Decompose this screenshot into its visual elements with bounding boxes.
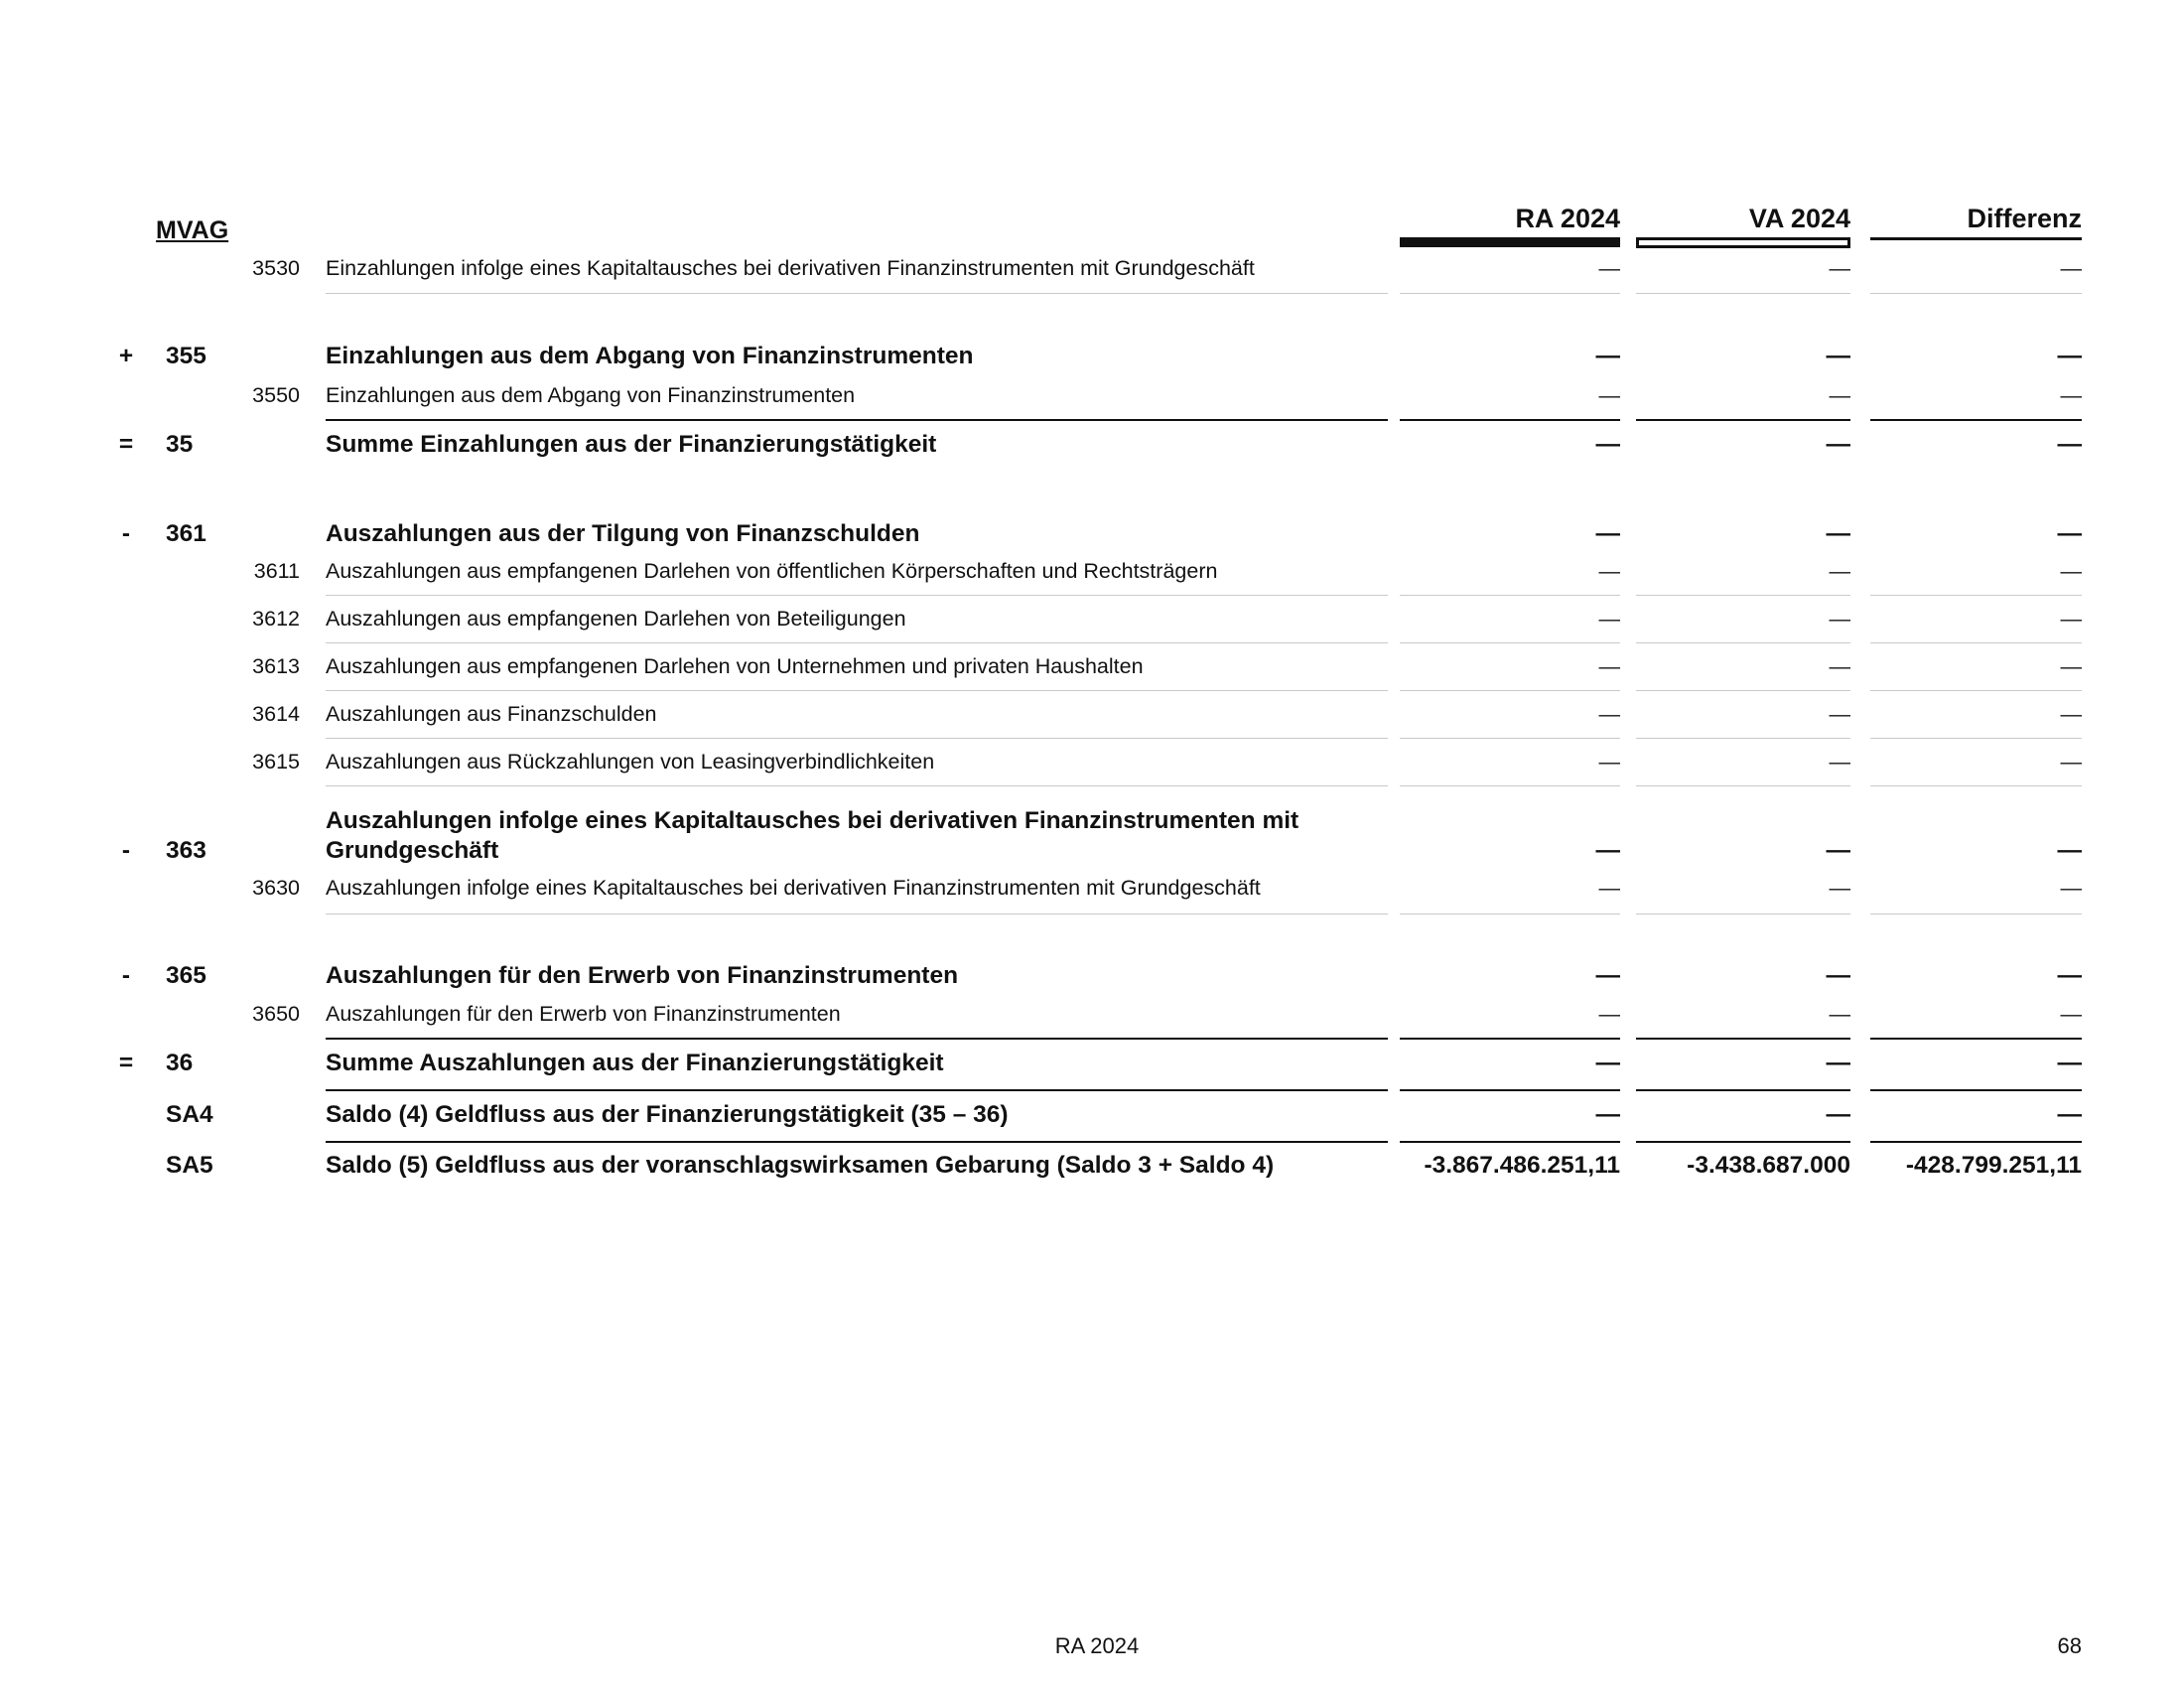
row-divider	[1870, 293, 2082, 294]
mvag-code: SA5	[166, 1152, 213, 1179]
sub-code: 3550	[252, 383, 300, 407]
row-divider	[1870, 690, 2082, 691]
column-header-va-2024: VA 2024	[1748, 204, 1850, 233]
operator: =	[118, 431, 134, 458]
operator: =	[118, 1050, 134, 1076]
operator: -	[121, 520, 131, 547]
sub-code: 3614	[252, 702, 300, 726]
ra-value: —	[1598, 750, 1620, 774]
va-value: —	[1829, 607, 1850, 631]
sum-divider	[1400, 1038, 1620, 1040]
row-description-line-1: Auszahlungen infolge eines Kapitaltausches bei derivativen Finanzinstrumenten mit	[326, 807, 1299, 834]
ra-value: —	[1598, 876, 1620, 900]
row-description: Auszahlungen aus empfangenen Darlehen von öffentlichen Körperschaften und Rechtsträgern	[326, 559, 1218, 583]
ra-value: -3.867.486.251,11	[1424, 1152, 1620, 1179]
row-description: Auszahlungen aus empfangenen Darlehen von Beteiligungen	[326, 607, 906, 631]
sum-divider	[1870, 419, 2082, 421]
row-divider	[1636, 642, 1850, 643]
row-divider	[1400, 595, 1620, 596]
operator: +	[118, 343, 134, 369]
differenz-value: —	[2057, 1050, 2082, 1076]
differenz-value: —	[2060, 750, 2082, 774]
column-header-differenz: Differenz	[1967, 204, 2082, 233]
ra-value: —	[1595, 837, 1620, 864]
differenz-value: —	[2060, 256, 2082, 280]
row-divider	[326, 785, 1388, 786]
differenz-value: —	[2057, 431, 2082, 458]
row-description-line-2: Grundgeschäft	[326, 837, 499, 864]
row-divider	[1636, 595, 1850, 596]
row-description: Saldo (4) Geldfluss aus der Finanzierungstätigkeit (35 – 36)	[326, 1101, 1009, 1128]
va-value: —	[1826, 837, 1850, 864]
row-divider	[1636, 690, 1850, 691]
column-header-ra-2024: RA 2024	[1515, 204, 1620, 233]
row-description: Summe Auszahlungen aus der Finanzierungstätigkeit	[326, 1050, 944, 1076]
row-divider	[1870, 595, 2082, 596]
va-value: —	[1829, 559, 1850, 583]
sub-code: 3630	[252, 876, 300, 900]
va-value: —	[1829, 256, 1850, 280]
sum-divider	[1400, 1089, 1620, 1091]
row-divider	[326, 738, 1388, 739]
row-description: Einzahlungen aus dem Abgang von Finanzinstrumenten	[326, 383, 856, 407]
sum-divider	[1400, 419, 1620, 421]
sub-code: 3650	[252, 1002, 300, 1026]
differenz-value: —	[2057, 343, 2082, 369]
row-description: Auszahlungen aus Rückzahlungen von Leasingverbindlichkeiten	[326, 750, 935, 774]
ra-value: —	[1595, 520, 1620, 547]
ra-value: —	[1595, 1101, 1620, 1128]
sum-divider	[1400, 1141, 1620, 1143]
sub-code: 3615	[252, 750, 300, 774]
differenz-value: —	[2060, 607, 2082, 631]
ra-value: —	[1595, 431, 1620, 458]
va-value: —	[1829, 383, 1850, 407]
mvag-code: 361	[166, 520, 206, 547]
differenz-value: —	[2057, 520, 2082, 547]
sub-code: 3612	[252, 607, 300, 631]
ra-value: —	[1598, 559, 1620, 583]
ra-value: —	[1598, 607, 1620, 631]
row-description: Saldo (5) Geldfluss aus der voranschlagswirksamen Gebarung (Saldo 3 + Saldo 4)	[326, 1152, 1275, 1179]
ra-value: —	[1598, 383, 1620, 407]
sum-divider	[326, 419, 1388, 421]
differenz-value: —	[2060, 702, 2082, 726]
row-description: Auszahlungen infolge eines Kapitaltausches bei derivativen Finanzinstrumenten mit Grundgeschäft	[326, 876, 1261, 900]
row-description: Summe Einzahlungen aus der Finanzierungstätigkeit	[326, 431, 937, 458]
differenz-value: —	[2057, 837, 2082, 864]
differenz-value: —	[2057, 962, 2082, 989]
page-number: 68	[2057, 1633, 2082, 1658]
row-divider	[1400, 642, 1620, 643]
row-divider	[1636, 785, 1850, 786]
va-value: —	[1826, 343, 1850, 369]
row-divider	[326, 293, 1388, 294]
row-description: Auszahlungen aus empfangenen Darlehen von Unternehmen und privaten Haushalten	[326, 654, 1144, 678]
differenz-value: —	[2060, 1002, 2082, 1026]
sum-divider	[326, 1038, 1388, 1040]
va-value: —	[1826, 962, 1850, 989]
differenz-value: —	[2060, 876, 2082, 900]
sub-code: 3530	[252, 256, 300, 280]
differenz-value: —	[2060, 559, 2082, 583]
va-value: —	[1826, 431, 1850, 458]
operator: -	[121, 962, 131, 989]
row-description: Einzahlungen infolge eines Kapitaltausches bei derivativen Finanzinstrumenten mit Grundgeschäft	[326, 256, 1255, 280]
ra-value: —	[1595, 1050, 1620, 1076]
differenz-value: —	[2057, 1101, 2082, 1128]
row-description: Auszahlungen für den Erwerb von Finanzinstrumenten	[326, 962, 959, 989]
row-divider	[326, 642, 1388, 643]
va-header-bar	[1636, 237, 1850, 248]
va-value: —	[1829, 654, 1850, 678]
row-divider	[326, 690, 1388, 691]
va-value: —	[1826, 520, 1850, 547]
ra-value: —	[1598, 256, 1620, 280]
row-divider	[1400, 690, 1620, 691]
sum-divider	[326, 1089, 1388, 1091]
va-value: —	[1829, 750, 1850, 774]
row-divider	[1870, 785, 2082, 786]
mvag-code: 363	[166, 837, 206, 864]
row-description: Auszahlungen aus der Tilgung von Finanzschulden	[326, 520, 920, 547]
mvag-code: 36	[166, 1050, 194, 1076]
mvag-header: MVAG	[156, 216, 229, 244]
differenz-value: —	[2060, 383, 2082, 407]
row-divider	[1870, 738, 2082, 739]
row-description: Auszahlungen für den Erwerb von Finanzinstrumenten	[326, 1002, 841, 1026]
sub-code: 3611	[253, 559, 300, 583]
sum-divider	[1636, 1141, 1850, 1143]
row-divider	[1870, 642, 2082, 643]
ra-value: —	[1595, 962, 1620, 989]
sum-divider	[1870, 1089, 2082, 1091]
sum-divider	[326, 1141, 1388, 1143]
footer-title: RA 2024	[1054, 1633, 1140, 1658]
differenz-value: -428.799.251,11	[1905, 1152, 2082, 1179]
va-value: —	[1826, 1101, 1850, 1128]
ra-header-bar	[1400, 237, 1620, 247]
ra-value: —	[1598, 654, 1620, 678]
row-divider	[326, 595, 1388, 596]
differenz-value: —	[2060, 654, 2082, 678]
sum-divider	[1870, 1141, 2082, 1143]
sum-divider	[1870, 1038, 2082, 1040]
va-value: —	[1829, 876, 1850, 900]
mvag-code: SA4	[166, 1101, 213, 1128]
differenz-header-bar	[1870, 237, 2082, 240]
row-divider	[1400, 785, 1620, 786]
ra-value: —	[1595, 343, 1620, 369]
sum-divider	[1636, 1038, 1850, 1040]
va-value: -3.438.687.000	[1687, 1152, 1850, 1179]
va-value: —	[1829, 1002, 1850, 1026]
va-value: —	[1829, 702, 1850, 726]
row-divider	[1400, 293, 1620, 294]
va-value: —	[1826, 1050, 1850, 1076]
mvag-code: 365	[166, 962, 206, 989]
row-description: Einzahlungen aus dem Abgang von Finanzinstrumenten	[326, 343, 974, 369]
ra-value: —	[1598, 1002, 1620, 1026]
row-divider	[1636, 293, 1850, 294]
mvag-code: 35	[166, 431, 194, 458]
row-divider	[1636, 738, 1850, 739]
sum-divider	[1636, 1089, 1850, 1091]
operator: -	[121, 837, 131, 864]
sum-divider	[1636, 419, 1850, 421]
row-description: Auszahlungen aus Finanzschulden	[326, 702, 657, 726]
row-divider	[1400, 738, 1620, 739]
mvag-code: 355	[166, 343, 206, 369]
sub-code: 3613	[252, 654, 300, 678]
ra-value: —	[1598, 702, 1620, 726]
